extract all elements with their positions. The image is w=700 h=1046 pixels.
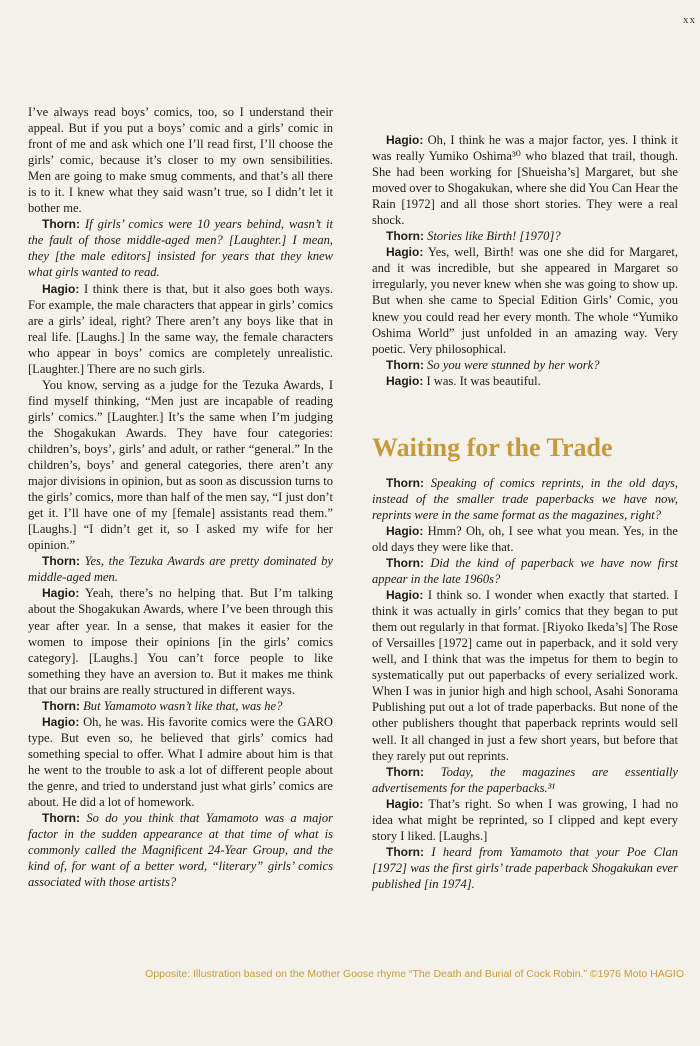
interviewee-paragraph: [372, 796, 678, 844]
right-column: [372, 132, 678, 892]
interviewee-paragraph: [28, 281, 333, 377]
speaker-label: Thorn:: [42, 217, 80, 232]
speaker-label: Hagio:: [386, 133, 424, 147]
interviewer-paragraph: [372, 555, 678, 587]
paragraph-text: I was. It was beautiful.: [426, 373, 541, 388]
paragraph-text: Yeah, there’s no helping that. But I’m talking about the Shogakukan Awards, where I’ve been through this year after year. In a sense, that makes it easier for the women to impose their opinions [in the girls’ comics category]. [Laughs.] You can’t force people to like something they have an aversion to. But it makes me think that our brains are really structured in different ways.: [28, 586, 333, 697]
interviewer-paragraph: [28, 698, 333, 714]
left-column: [28, 104, 333, 890]
interviewer-paragraph: [28, 216, 333, 280]
paragraph-text: I heard from Yamamoto that your Poe Clan [1972] was the first girls’ trade paperback Shogakukan ever published [in 1974].: [372, 844, 678, 891]
figure-caption: Opposite: Illustration based on the Mother Goose rhyme “The Death and Burial of Cock Robin.” ©1976 Moto HAGIO: [145, 968, 684, 980]
speaker-label: Hagio:: [386, 245, 424, 260]
paragraph-text: I think there is that, but it also goes both ways. For example, the male characters that appear in girls’ comics are a girls’ ideal, right? There aren’t any boys like that in real life. [Laughs.] In the same way, the female characters who appear in boys’ comics are completely unrealistic. [Laughter.] There are no such girls.: [28, 281, 333, 376]
interviewer-paragraph: [372, 357, 678, 373]
speaker-label: Hagio:: [386, 796, 424, 811]
speaker-label: Thorn:: [386, 475, 424, 490]
interviewee-paragraph: [372, 132, 678, 228]
speaker-label: Thorn:: [386, 764, 424, 779]
paragraph-text: Did the kind of paperback we have now first appear in the late 1960s?: [372, 555, 678, 587]
speaker-label: Hagio:: [386, 373, 424, 388]
interviewer-paragraph: [372, 764, 678, 796]
paragraph-text: Stories like Birth! [1970]?: [427, 229, 561, 244]
paragraph-text: So you were stunned by her work?: [427, 357, 600, 372]
paragraph-text: Yes, the Tezuka Awards are pretty dominated by middle-aged men.: [28, 554, 333, 585]
paragraph-text: Yes, well, Birth! was one she did for Margaret, and it was incredible, but she appeared in Margaret so irregularly, you never knew when she was going to show up. But when she came to Special Edition Girls’ Comic, you knew you could read her every month. The whole “Yumiko Oshima World” just unfolded in an amazing way. Very poetic. Very philosophical.: [372, 245, 678, 356]
paragraph-text: I’ve always read boys’ comics, too, so I understand their appeal. But if you put a boys’ comic and a girls’ comic in front of me and ask which one I’ll read first, I’ll choose the girls’ comic, because it’s closer to my own sensibilities. Men are going to make smug comments, and that’s all there is to it. I knew what they said wasn’t true, so I didn’t let it bother me.: [28, 105, 333, 216]
speaker-label: Thorn:: [386, 844, 424, 859]
interviewee-paragraph: [372, 244, 678, 356]
speaker-label: Thorn:: [42, 554, 80, 569]
interviewer-paragraph: [28, 810, 333, 890]
speaker-label: Hagio:: [42, 586, 80, 601]
speaker-label: Hagio:: [42, 714, 80, 729]
paragraph: [28, 104, 333, 216]
interviewer-paragraph: [372, 228, 678, 244]
speaker-label: Thorn:: [386, 357, 424, 372]
speaker-label: Hagio:: [386, 523, 424, 538]
paragraph-text: So do you think that Yamamoto was a major factor in the sudden appearance at that time of what is commonly called the Magnificent 24-Year Group, and the kind of, for want of a better word, “literary” girls’ comics associated with those artists?: [28, 811, 333, 890]
speaker-label: Thorn:: [386, 229, 424, 244]
interviewee-paragraph: [28, 714, 333, 810]
interviewer-paragraph: [28, 553, 333, 585]
interviewee-paragraph: [372, 373, 678, 389]
paragraph-text: If girls’ comics were 10 years behind, wasn’t it the fault of those middle-aged men? [Laughter.] I mean, they [the male editors] insisted for years that they knew what girls wanted to read.: [28, 217, 333, 280]
interviewee-paragraph: [372, 523, 678, 555]
paragraph-text: Hmm? Oh, oh, I see what you mean. Yes, in the old days they were like that.: [372, 523, 679, 554]
paragraph-text: Oh, he was. His favorite comics were the GARO type. But even so, he believed that girls’ comics had something special to offer. What I admire about him is that he went to the trouble to ask a lot of different people about the genre, and tried to understand just what girls’ comics are about. He did a lot of homework.: [28, 714, 333, 810]
page-number: xx: [683, 14, 696, 26]
paragraph-text: But Yamamoto wasn’t like that, was he?: [83, 698, 283, 713]
paragraph: [28, 377, 333, 554]
speaker-label: Hagio:: [42, 281, 80, 296]
paragraph-text: That’s right. So when I was growing, I had no idea what might be reprinted, so I clipped and kept every story I liked. [Laughs.]: [372, 796, 678, 843]
interviewee-paragraph: [372, 587, 678, 764]
section-heading: Waiting for the Trade: [372, 432, 613, 462]
interviewer-paragraph: [372, 844, 678, 892]
paragraph-text: You know, serving as a judge for the Tezuka Awards, I find myself thinking, “Men just are incapable of reading girls’ comics.” [Laughter.] It’s the same when I’m judging the Shogakukan Awards. They have four categories: children’s, boys’, girls’ and adult, or rather “general.” In the children’s, boys’ and general categories, there aren’t any major divisions in opinion, but as soon as discussion turns to the girls’ comics, more than half of the men say, “I just don’t get it. I’ll have one of my [female] assistants read them.” [Laughs.] “I didn’t get it, so I asked my wife for her opinion.”: [28, 377, 333, 553]
paragraph-text: Speaking of comics reprints, in the old days, instead of the smaller trade paperbacks we have now, reprints were in the same format as the magazines, right?: [372, 475, 678, 522]
speaker-label: Hagio:: [386, 588, 424, 603]
speaker-label: Thorn:: [42, 698, 80, 713]
speaker-label: Thorn:: [42, 811, 80, 826]
interviewer-paragraph: [372, 475, 678, 523]
interviewee-paragraph: [28, 585, 333, 697]
speaker-label: Thorn:: [386, 555, 424, 570]
paragraph-text: Today, the magazines are essentially advertisements for the paperbacks.³¹: [372, 764, 678, 795]
paragraph-text: Oh, I think he was a major factor, yes. I think it was really Yumiko Oshima³⁰ who blazed that trail, though. She had been working for [Shueisha’s] Margaret, but she moved over to Shogakukan, where she did You Can Hear the Rain [1972] and all those short stories. They were a real shock.: [372, 133, 678, 228]
paragraph-text: I think so. I wonder when exactly that started. I think it was actually in girls’ comics that they began to put them out regularly in that format. [Riyoko Ikeda’s] The Rose of Versailles [1972] came out in paperback, and it sold very well, and I think that was the impetus for them to begin to systematically put out paperbacks of every serialized work. When I was in junior high and high school, Asahi Sonorama Publishing put out a lot of trade paperbacks. But none of the other publishers thought that paperback reprints would sell well. It all changed in just a few short years, but before that they rarely put out reprints.: [372, 588, 678, 763]
